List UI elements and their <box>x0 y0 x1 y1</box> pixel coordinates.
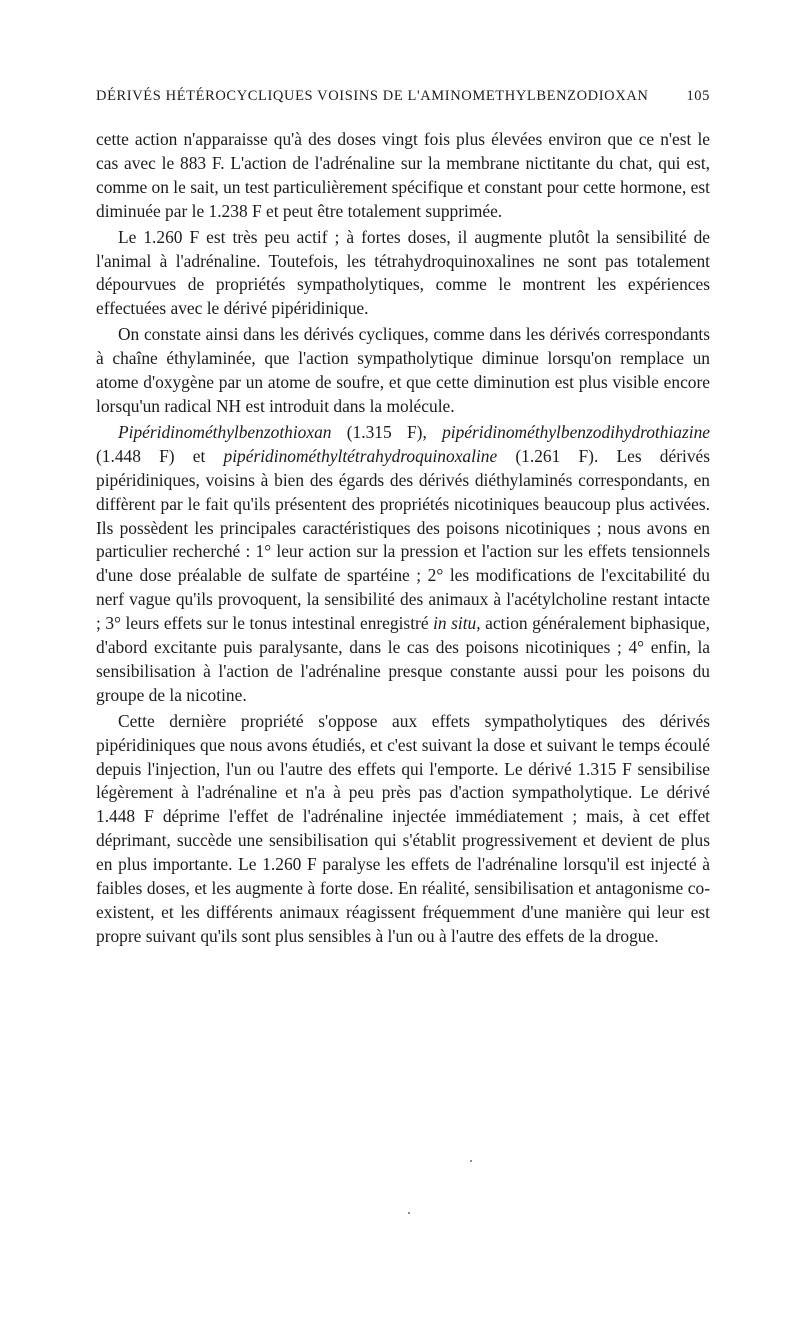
text-run: On constate ainsi dans les dérivés cycliques, comme dans les dérivés correspondants à chaîne éthylaminée, que l'action sympatholytique diminue lorsqu'on remplace un atome d'oxygène par un atome de soufre, et que cette diminution est plus visible encore lorsqu'un radical NH est introduit dans la molécule. <box>96 324 710 416</box>
paragraph <box>96 323 710 419</box>
text-run: cette action n'apparaisse qu'à des doses vingt fois plus élevées environ que ce n'est le cas avec le 883 F. L'action de l'adrénaline sur la membrane nictitante du chat, qui est, comme on le sait, un test particulièrement spécifique et constant pour cette hormone, est diminuée par le 1.238 F et peut être totalement supprimée. <box>96 129 710 221</box>
text-run: (1.448 F) et <box>96 445 224 466</box>
text-run: (1.315 F), <box>331 421 443 442</box>
print-speck <box>470 1160 472 1162</box>
paragraph <box>96 128 710 224</box>
page-number: 105 <box>686 88 710 104</box>
paragraph <box>96 226 710 322</box>
print-speck <box>408 1212 410 1214</box>
text-run: , action généralement biphasique, d'abord excitante puis paralysante, dans le cas des poisons nicotiniques ; 4° enfin, la sensibilisation à l'action de l'adrénaline presque constante aussi pour les poisons du groupe de la nicotine. <box>96 613 710 705</box>
body-text <box>96 128 710 949</box>
italic-term: Pipéridinométhylbenzothioxan <box>118 421 332 442</box>
text-run: (1.261 F). Les dérivés pipéridiniques, voisins à bien des égards des dérivés diéthylaminés correspondants, en diffèrent par le fait qu'ils présentent des propriétés nicotiniques beaucoup plus activées. Ils possèdent les principales caractéristiques des poisons nicotiniques ; nous avons en particulier recherché : 1° leur action sur la pression et l'action sur les effets tensionnels d'une dose préalable de sulfate de spartéine ; 2° les modifications de l'excitabilité du nerf vague qu'ils provoquent, la sensibilité des animaux à l'acétylcholine restant intacte ; 3° leurs effets sur le tonus intestinal enregistré <box>96 445 711 634</box>
running-header <box>96 88 710 105</box>
text-run: Le 1.260 F est très peu actif ; à fortes doses, il augmente plutôt la sensibilité de l'animal à l'adrénaline. Toutefois, les tétrahydroquinoxalines ne sont pas totalement dépourvues de propriétés sympatholytiques, comme le montrent les expériences effectuées avec le dérivé pipéridinique. <box>96 226 710 319</box>
italic-term: pipéridinométhylbenzodihydrothiazine <box>442 421 710 442</box>
italic-term: in situ <box>433 613 477 634</box>
text-run: Cette dernière propriété s'oppose aux effets sympatholytiques des dérivés pipéridiniques que nous avons étudiés, et c'est suivant la dose et suivant le temps écoulé depuis l'injection, l'un ou l'autre des effets qui l'emporte. Le dérivé 1.315 F sensibilise légèrement à l'adrénaline et n'a à peu près pas d'action sympatholytique. Le dérivé 1.448 F déprime l'effet de l'adrénaline injectée immédiatement ; mais, à cet effet déprimant, succède une sensibilisation qui s'établit progressivement et devient de plus en plus importante. Le 1.260 F paralyse les effets de l'adrénaline lorsqu'il est injecté à faibles doses, et les augmente à forte dose. En réalité, sensibilisation et antagonisme co-existent, et les différents animaux réagissent fréquemment d'une manière qui leur est propre suivant qu'ils sont plus sensibles à l'un ou à l'autre des effets de la drogue. <box>96 710 710 946</box>
running-title: DÉRIVÉS HÉTÉROCYCLIQUES VOISINS DE L'AMINOMETHYLBENZODIOXAN <box>96 88 649 104</box>
paragraph <box>96 710 710 949</box>
paragraph <box>96 421 710 708</box>
italic-term: pipéridinométhyltétrahydroquinoxaline <box>223 445 498 466</box>
